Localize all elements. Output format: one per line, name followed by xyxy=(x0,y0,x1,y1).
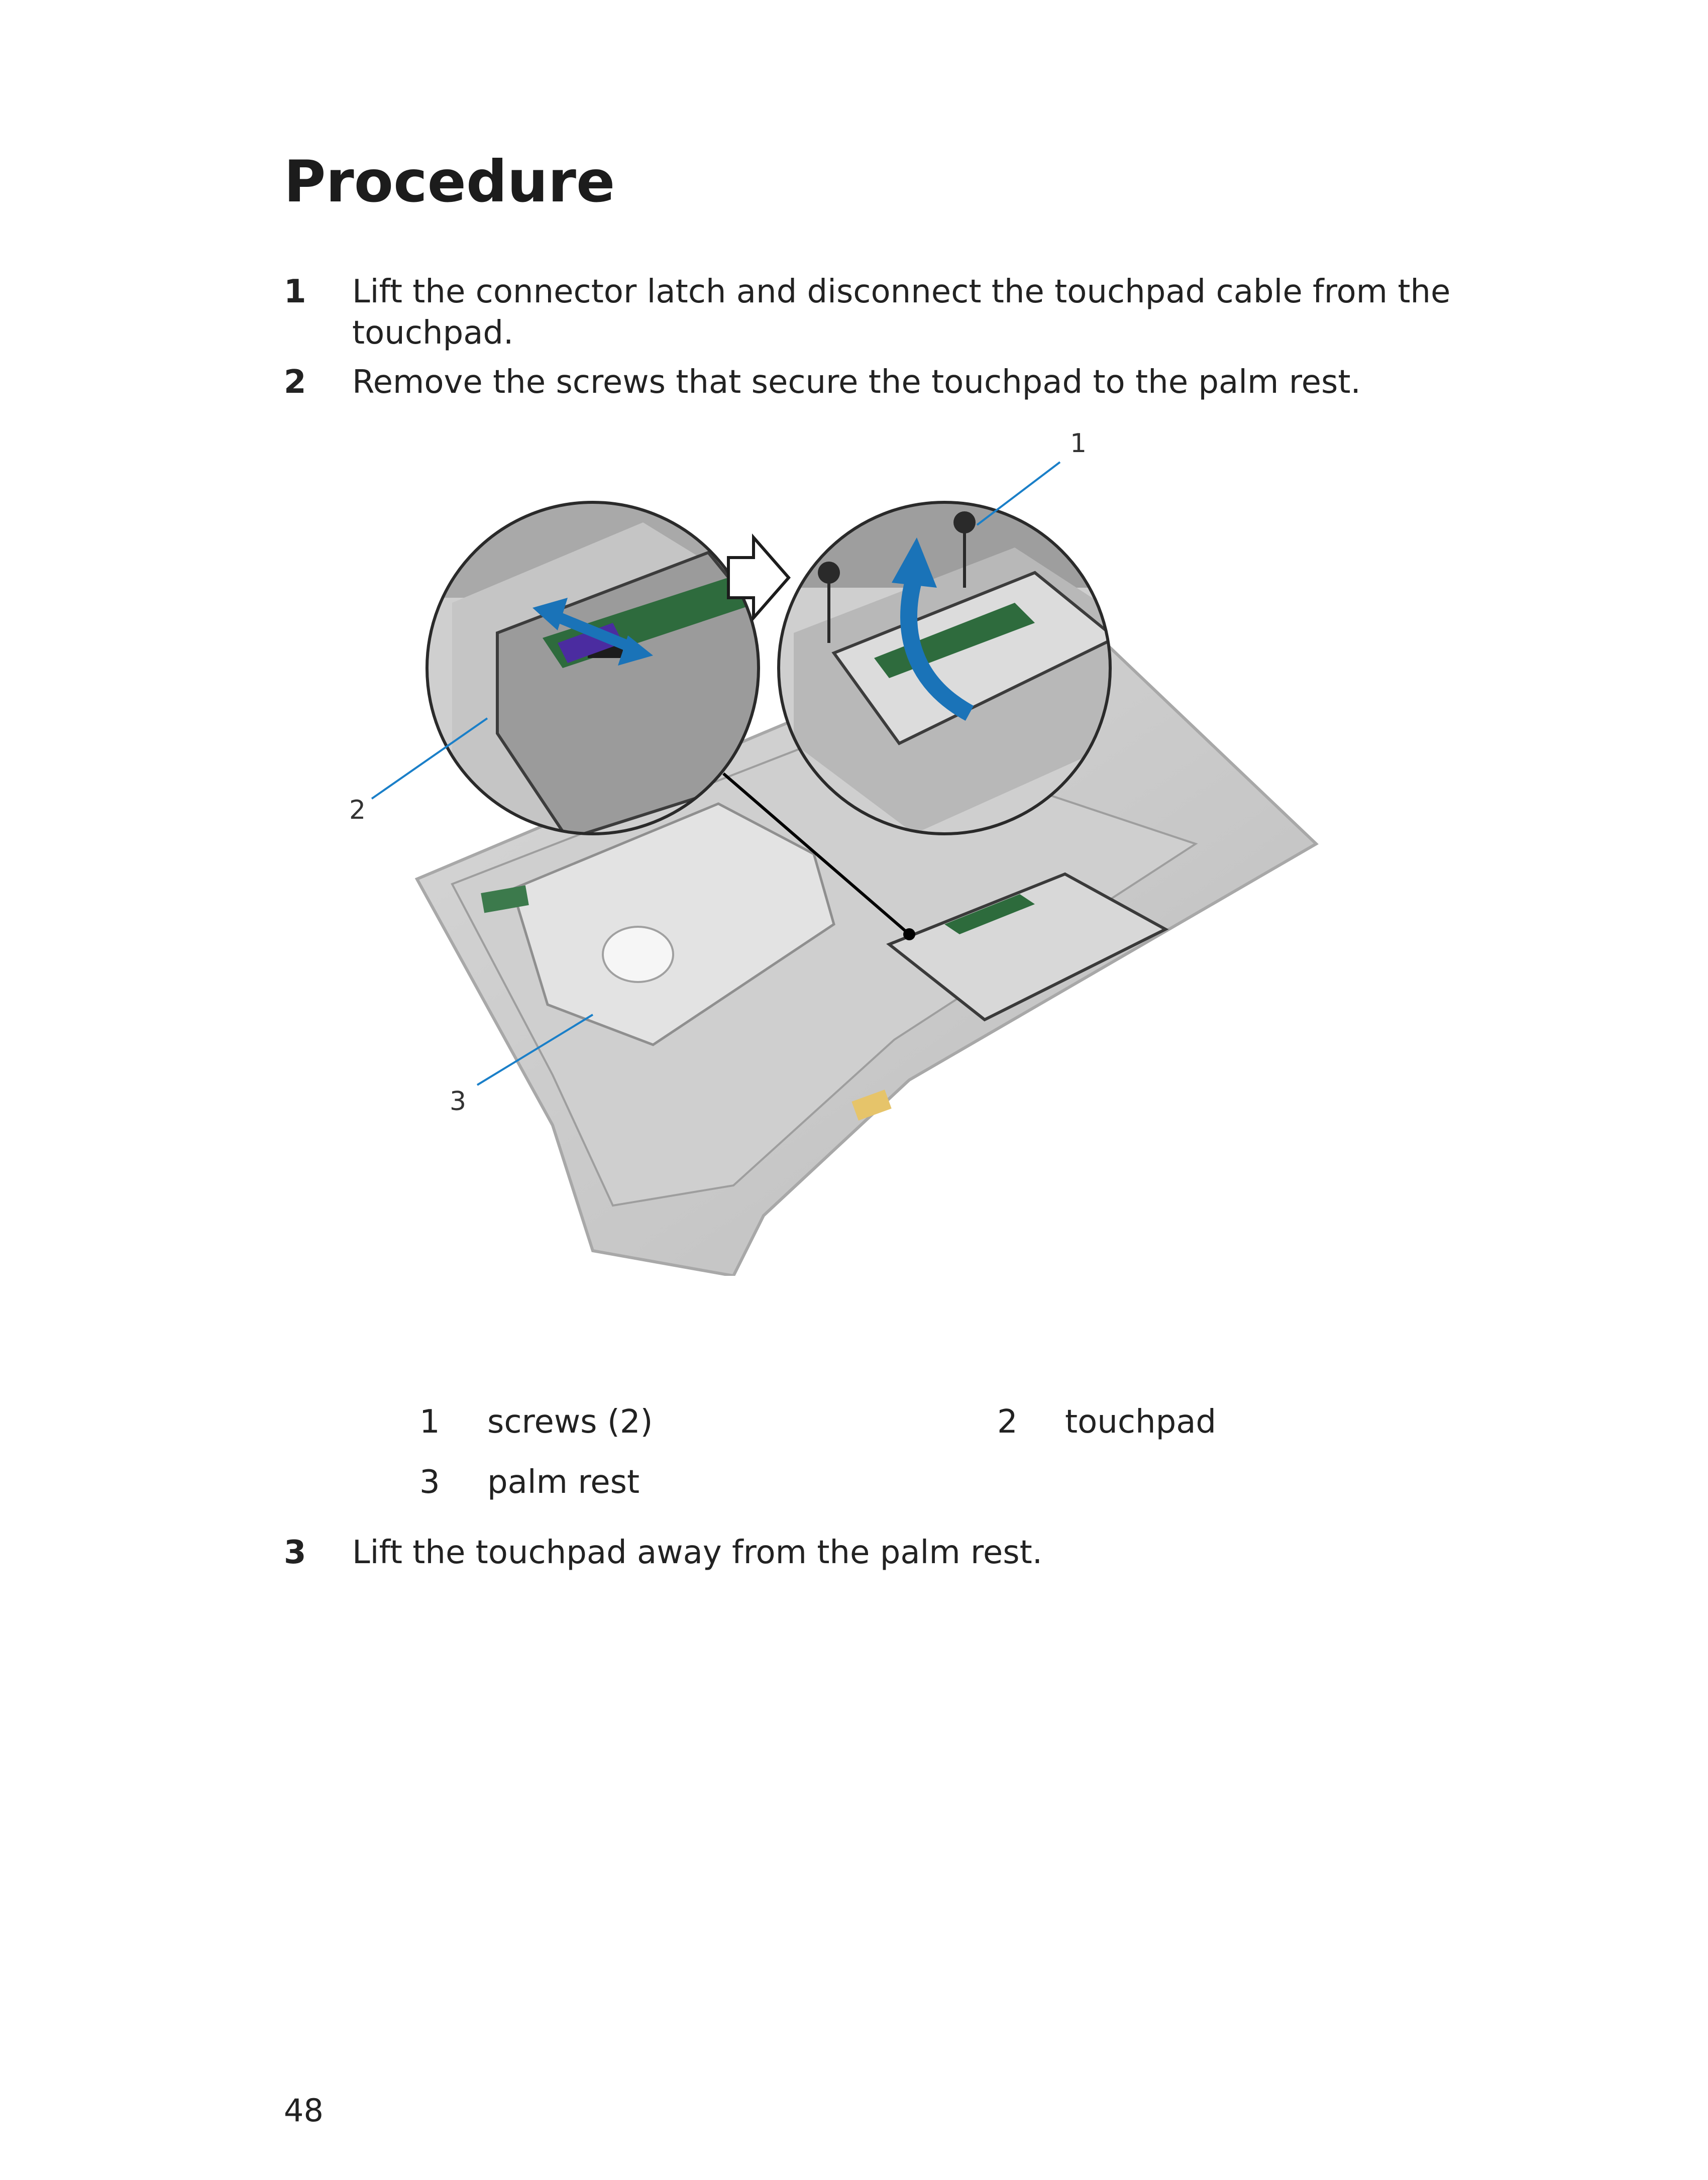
step-text: Remove the screws that secure the touchpad to the palm rest. xyxy=(352,364,1361,401)
legend-label: screws (2) xyxy=(487,1403,653,1441)
callout-number-3: 3 xyxy=(450,1086,467,1117)
legend-label: touchpad xyxy=(1065,1403,1217,1441)
legend-label: palm rest xyxy=(487,1464,640,1501)
callout-line-1 xyxy=(977,462,1060,525)
touchpad-removal-illustration xyxy=(332,422,1356,1276)
step-number: 3 xyxy=(284,1534,306,1571)
zoom-point xyxy=(903,928,915,940)
legend-number: 1 xyxy=(419,1403,440,1441)
page-number: 48 xyxy=(284,2092,324,2129)
step-number: 2 xyxy=(284,364,306,401)
legend-number: 2 xyxy=(997,1403,1018,1441)
page-heading: Procedure xyxy=(284,148,615,215)
step-number: 1 xyxy=(284,273,306,310)
step-text: Lift the touchpad away from the palm rest. xyxy=(352,1534,1043,1571)
callout-number-1: 1 xyxy=(1070,428,1087,459)
legend-number: 3 xyxy=(419,1464,440,1501)
step-text: Lift the connector latch and disconnect the touchpad cable from the touchpad. xyxy=(352,273,1451,352)
callout-number-2: 2 xyxy=(349,795,366,825)
